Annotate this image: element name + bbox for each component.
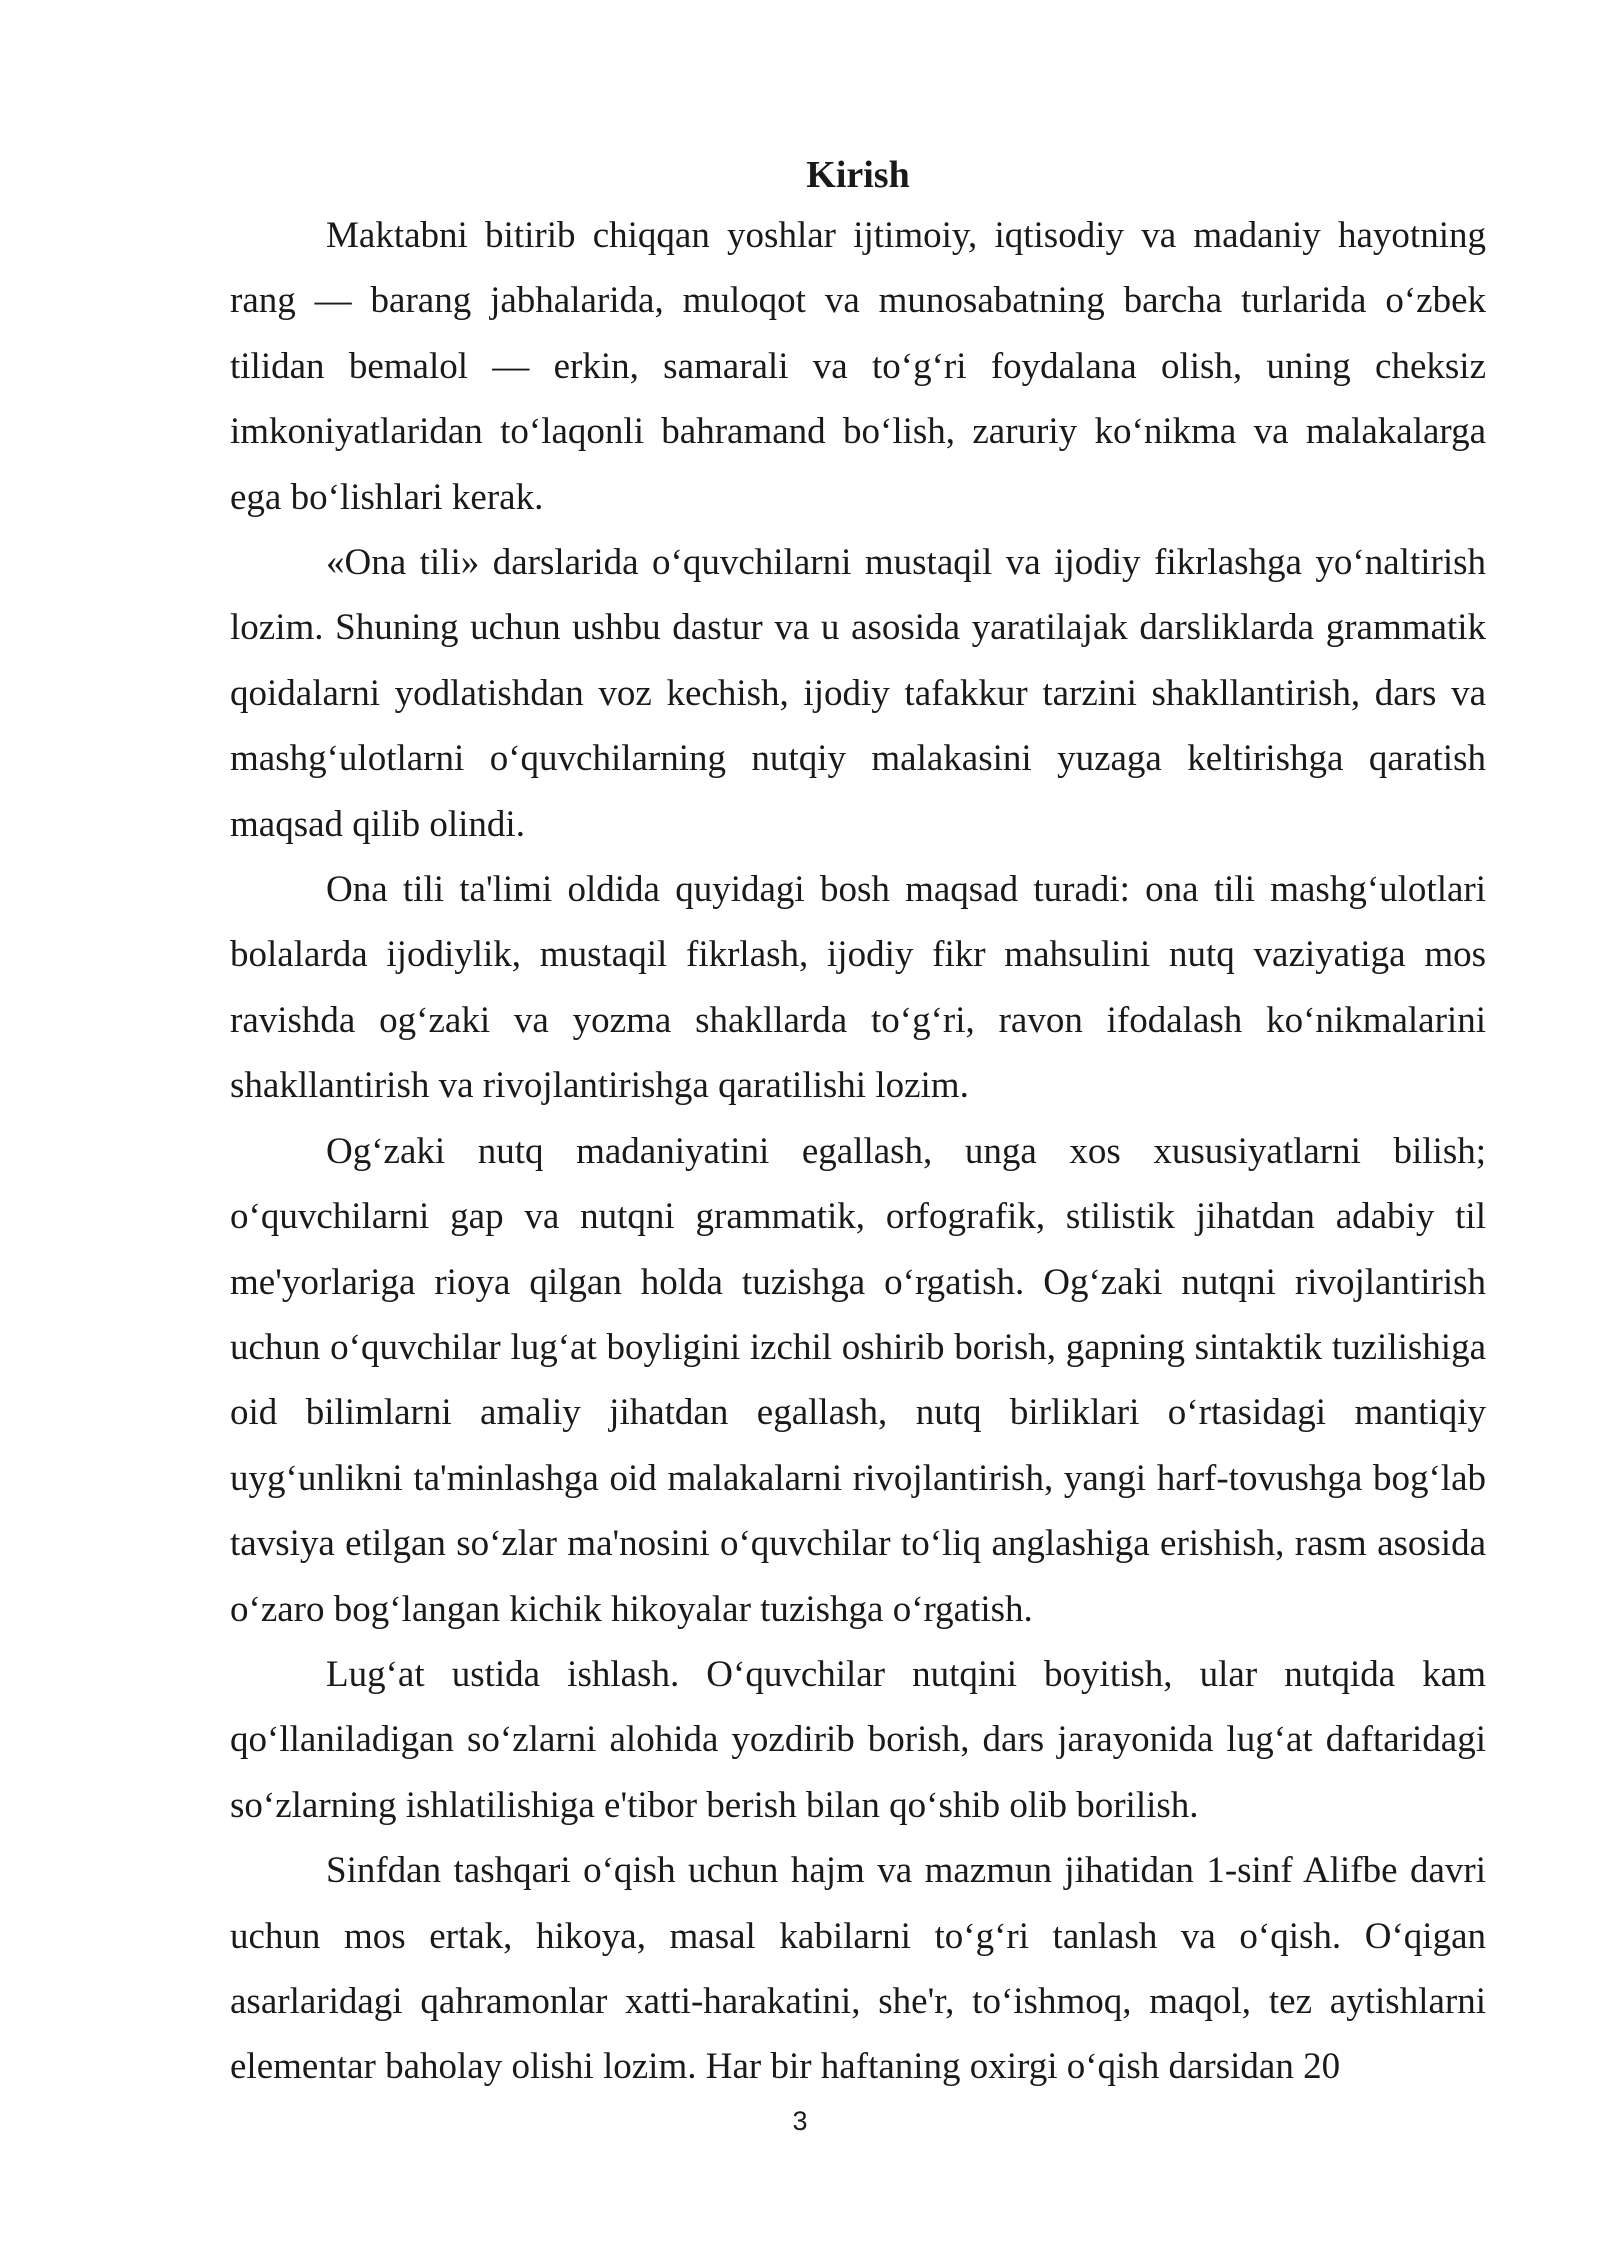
paragraph-2: «Ona tili» darslarida o‘quvchilarni mustaqil va ijodiy fikrlashga yo‘naltirish lozim. Shuning uchun ushbu dastur va u asosida yaratilajak darsliklarda grammatik qoidalarni yodlatishdan voz kechish, ijodiy tafakkur tarzini shakllantirish, dars va mashg‘ulotlarni o‘quvchilarning nutqiy malakasini yuzaga keltirishga qaratish maqsad qilib olindi. [230,542,1486,845]
page-body [230,148,1486,2100]
paragraph-5: Lug‘at ustida ishlash. O‘quvchilar nutqini boyitish, ular nutqida kam qo‘llaniladigan so‘zlarni alohida yozdirib borish, dars jarayonida lug‘at daftaridagi so‘zlarning ishlatilishiga e'tibor berish bilan qo‘shib olib borilish. [230,1653,1486,1826]
paragraph-6: Sinfdan tashqari o‘qish uchun hajm va mazmun jihatidan 1-sinf Alifbe davri uchun mos ertak, hikoya, masal kabilarni to‘g‘ri tanlash va o‘qish. O‘qigan asarlaridagi qahramonlar xatti-harakatini, she'r, to‘ishmoq, maqol, tez aytishlarni elementar baholay olishi lozim. Har bir haftaning oxirgi o‘qish darsidan 20 [230,1850,1486,2088]
page-title: Kirish [806,154,910,196]
paragraph-4: Og‘zaki nutq madaniyatini egallash, unga xos xususiyatlarni bilish; o‘quvchilarni gap va nutqni grammatik, orfografik, stilistik jihatdan adabiy til me'yorlariga rioya qilgan holda tuzishga o‘rgatish. Og‘zaki nutqni rivojlantirish uchun o‘quvchilar lug‘at boyligini izchil oshirib borish, gapning sintaktik tuzilishiga oid bilimlarni amaliy jihatdan egallash, nutq birliklari o‘rtasidagi mantiqiy uyg‘unlikni ta'minlashga oid malakalarni rivojlantirish, yangi harf-tovushga bog‘lab tavsiya etilgan so‘zlar ma'nosini o‘quvchilar to‘liq anglashiga erishish, rasm asosida o‘zaro bog‘langan kichik hikoyalar tuzishga o‘rgatish. [230,1130,1486,1630]
page-number: 3 [792,2106,808,2136]
paragraph-3: Ona tili ta'limi oldida quyidagi bosh maqsad turadi: ona tili mashg‘ulotlari bolalarda ijodiylik, mustaqil fikrlash, ijodiy fikr mahsulini nutq vaziyatiga mos ravishda og‘zaki va yozma shakllarda to‘g‘ri, ravon ifodalash ko‘nikmalarini shakllantirish va rivojlantirishga qaratilishi lozim. [230,869,1486,1107]
paragraph-1: Maktabni bitirib chiqqan yoshlar ijtimoiy, iqtisodiy va madaniy hayotning rang — barang jabhalarida, muloqot va munosabatning barcha turlarida o‘zbek tilidan bemalol — erkin, samarali va to‘g‘ri foydalana olish, uning cheksiz imkoniyatlaridan to‘laqonli bahramand bo‘lish, zaruriy ko‘nikma va malakalarga ega bo‘lishlari kerak. [230,215,1486,518]
